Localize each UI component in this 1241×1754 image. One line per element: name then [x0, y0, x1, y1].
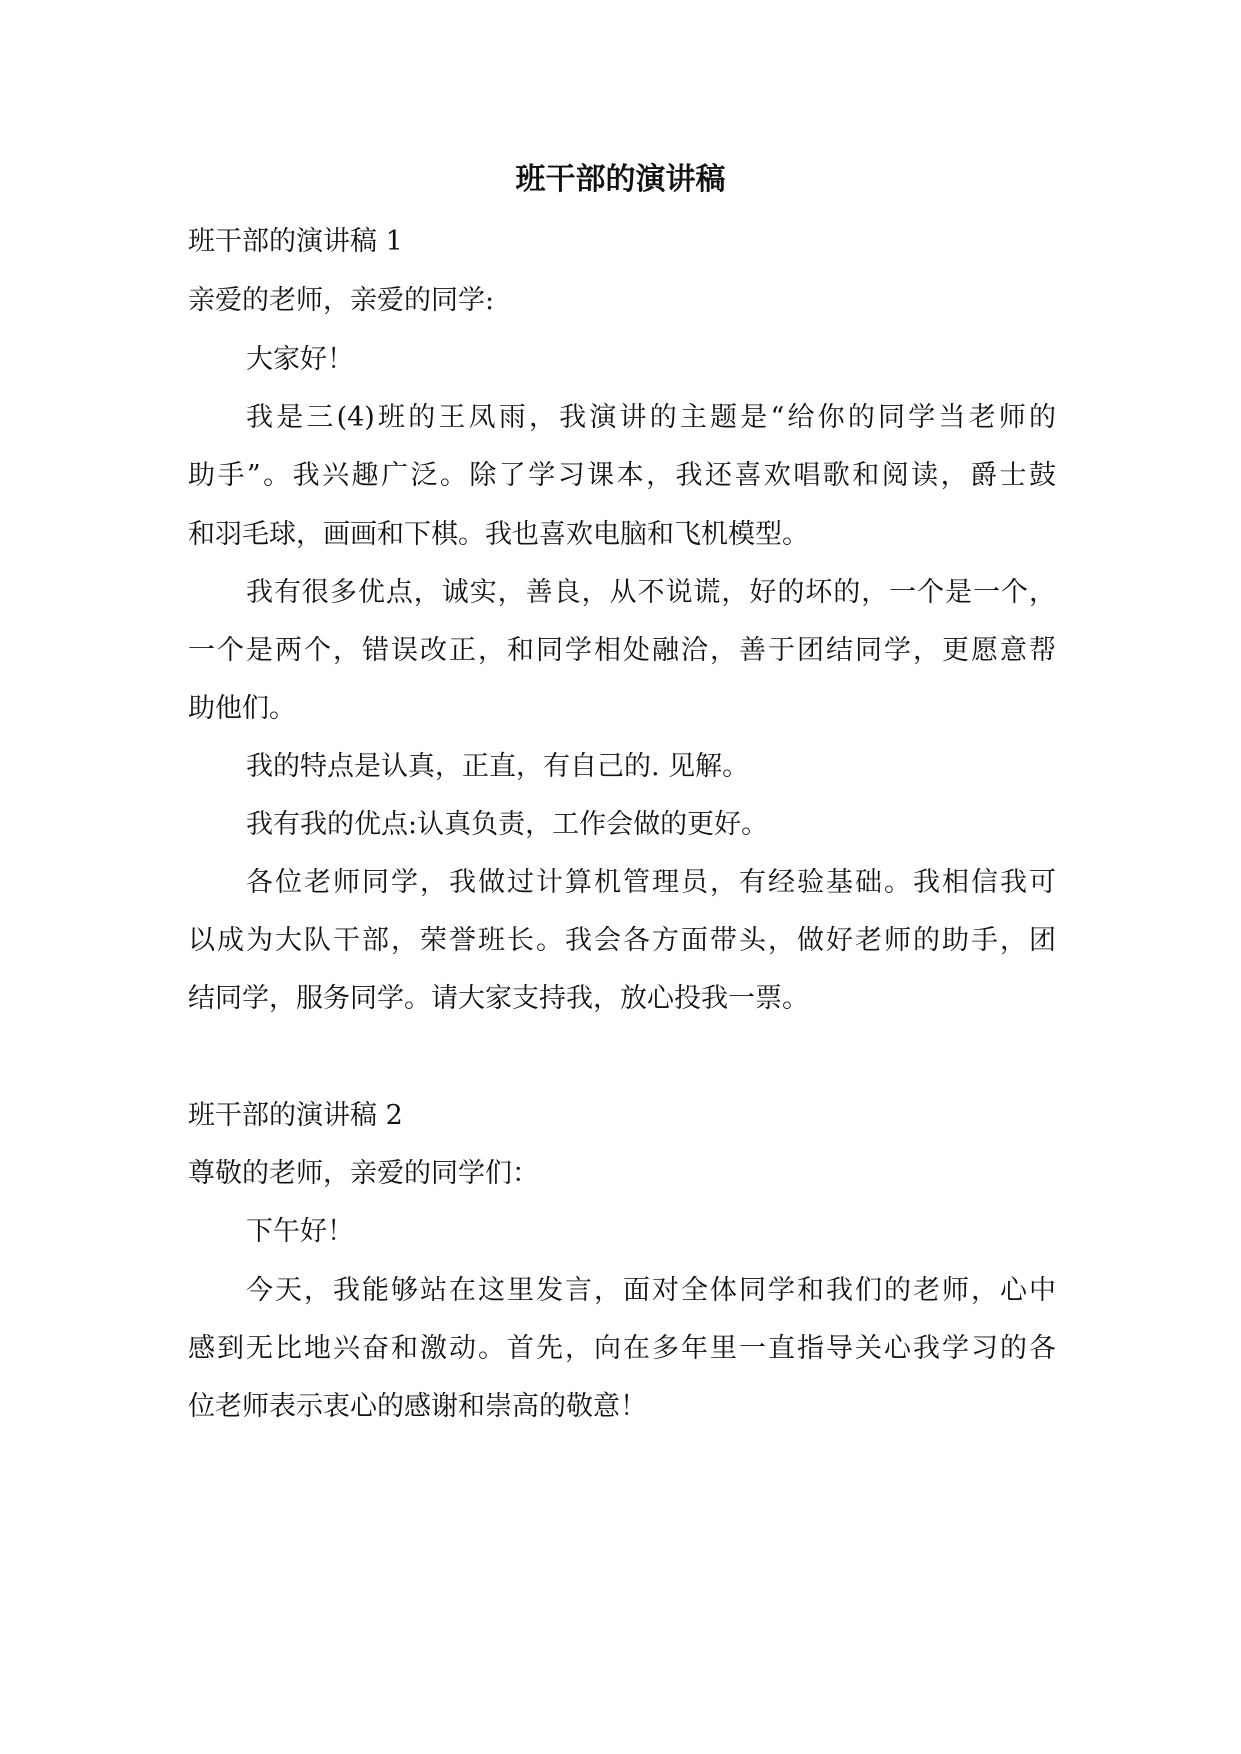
paragraph-line: 以成为大队干部，荣誉班长。我会各方面带头，做好老师的助手，团 — [188, 925, 1056, 956]
paragraph-line: 助他们。 — [188, 693, 296, 724]
section-heading-1: 班干部的演讲稿 1 — [188, 226, 403, 257]
paragraph-line: 我有很多优点，诚实，善良，从不说谎，好的坏的，一个是一个， — [246, 577, 1056, 608]
section-heading-2: 班干部的演讲稿 2 — [188, 1100, 403, 1131]
greeting-1: 大家好！ — [246, 344, 354, 375]
paragraph-line: 我有我的优点:认真负责，工作会做的更好。 — [246, 809, 769, 840]
salutation-1: 亲爱的老师，亲爱的同学: — [188, 285, 495, 316]
greeting-2: 下午好！ — [246, 1216, 354, 1247]
salutation-2: 尊敬的老师，亲爱的同学们： — [188, 1158, 539, 1189]
paragraph-line: 助手”。我兴趣广泛。除了学习课本，我还喜欢唱歌和阅读，爵士鼓 — [188, 460, 1056, 491]
paragraph-line: 我是三(4)班的王凤雨，我演讲的主题是“给你的同学当老师的 — [246, 402, 1056, 433]
paragraph-line: 和羽毛球，画画和下棋。我也喜欢电脑和飞机模型。 — [188, 519, 809, 550]
document-title: 班干部的演讲稿 — [515, 162, 726, 197]
paragraph-line: 各位老师同学，我做过计算机管理员，有经验基础。我相信我可 — [246, 867, 1056, 898]
paragraph-line: 一个是两个，错误改正，和同学相处融洽，善于团结同学，更愿意帮 — [188, 635, 1056, 666]
paragraph-line: 感到无比地兴奋和激动。首先，向在多年里一直指导关心我学习的各 — [188, 1333, 1056, 1364]
paragraph-line: 今天，我能够站在这里发言，面对全体同学和我们的老师，心中 — [246, 1275, 1056, 1306]
paragraph-line: 位老师表示衷心的感谢和崇高的敬意！ — [188, 1391, 647, 1422]
paragraph-line: 我的特点是认真，正直，有自己的. 见解。 — [246, 751, 750, 782]
paragraph-line: 结同学，服务同学。请大家支持我，放心投我一票。 — [188, 983, 809, 1014]
